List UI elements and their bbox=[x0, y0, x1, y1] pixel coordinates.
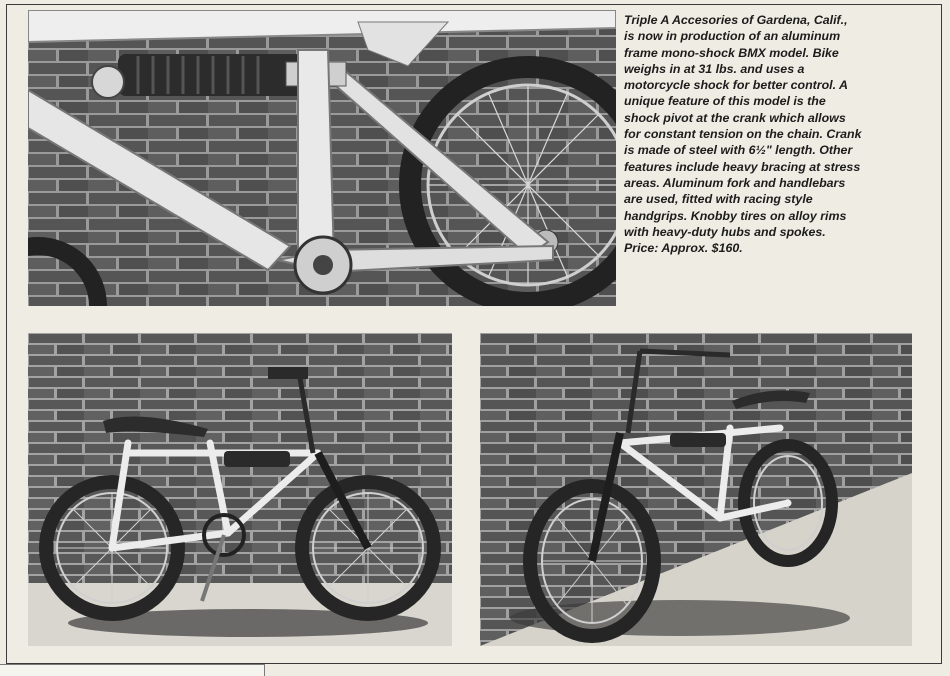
bike-side-view-illustration bbox=[28, 333, 452, 646]
bike-side-view-photo bbox=[28, 333, 452, 646]
closeup-frame-photo bbox=[28, 10, 616, 306]
article-text bbox=[624, 12, 942, 256]
article-line: weighs in at 31 lbs. and uses a bbox=[624, 61, 805, 76]
article-line: is now in production of an aluminum bbox=[624, 29, 841, 44]
article-line: areas. Aluminum fork and handlebars bbox=[624, 175, 846, 190]
article-line: Triple A Accesories of Gardena, Calif., bbox=[624, 13, 848, 27]
article-line: for constant tension on the chain. Crank bbox=[624, 127, 862, 142]
article-line: shock pivot at the crank which allows bbox=[624, 110, 846, 125]
article-line: handgrips. Knobby tires on alloy rims bbox=[624, 208, 847, 223]
article-line: are used, fitted with racing style bbox=[624, 192, 813, 207]
bike-front-view-photo bbox=[480, 333, 912, 646]
article-line: features include heavy bracing at stress bbox=[624, 159, 861, 174]
article-line: is made of steel with 6½" length. Other bbox=[624, 143, 853, 158]
article-line: Price: Approx. $160. bbox=[624, 241, 743, 256]
article-line: frame mono-shock BMX model. Bike bbox=[624, 45, 839, 60]
closeup-frame-illustration bbox=[28, 10, 616, 306]
scan-footer-strip bbox=[0, 664, 265, 676]
article-line: motorcycle shock for better control. A bbox=[624, 78, 848, 93]
bike-front-view-illustration bbox=[480, 333, 912, 646]
article-line: with heavy-duty hubs and spokes. bbox=[624, 224, 826, 239]
article-line: unique feature of this model is the bbox=[624, 94, 826, 109]
